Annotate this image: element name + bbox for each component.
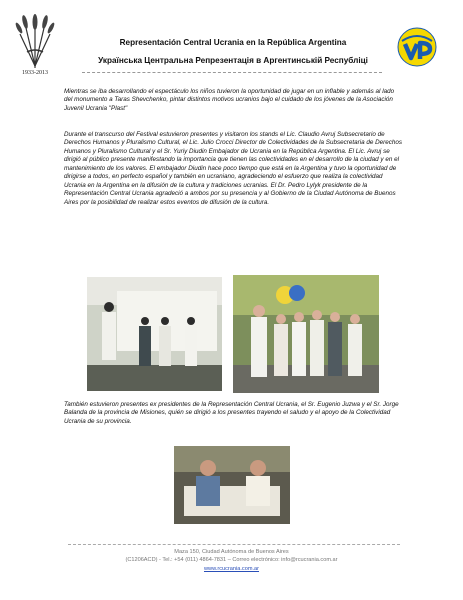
footer-contact: (C1206ACD) - Tel.: +54 (011) 4864-7831 – Correo electrónico: info@rcucrania.com.ar	[125, 557, 338, 563]
photo-seated-guests	[174, 446, 290, 524]
footer-divider	[68, 544, 400, 545]
yellow-blue-circle-logo-icon	[397, 27, 437, 67]
photo-speaker-on-stage	[87, 277, 222, 391]
logo-year-range: 1933-2013	[22, 70, 48, 76]
wheat-bundle-logo-icon	[14, 8, 56, 78]
header-title-ukrainian: Українська Центральна Репрезентація в Аргентинській Республіці	[98, 56, 368, 65]
body-paragraph-3: También estuvieron presentes ex presidentes de la Representación Central Ucrania, el Sr. Eugenio Juzwa y el Sr. Jorge Balanda de la provincia de Misiones, quién se dirigió a los presentes trayendo el saludo y el apoyo de la Colectividad Ucrania de su provincia.	[64, 401, 399, 425]
photo-group-guests	[233, 275, 379, 393]
body-paragraph-1: Mientras se iba desarrollando el espectáculo los niños tuvieron la oportunidad de jugar en un inflable y además al lado del monumento a Taras Shevchenko, pintar distintos motivos ucranios bajo el cuidado de los jóvenes de la Asociación Juvenil Ucrania "Plast"	[64, 88, 395, 112]
header-title-spanish: Representación Central Ucrania en la República Argentina	[119, 38, 347, 47]
footer-website-link[interactable]: www.rcucrania.com.ar	[203, 566, 260, 572]
body-paragraph-2: Durante el transcurso del Festival estuvieron presentes y visitaron los stands el Lic. Claudio Avruj Subsecretario de Derechos Humanos y Pluralismo Cultural, el Lic. Julio Crocci Director de Colectividades de la Subsecretaria de Derechos Humanos y Pluralismo Cultural y el Sr. Yuriy Diudin Embajador de Ucrania en la República Argentina. El Lic. Avruj se dirigió al público presente manifestando la importancia que tienen las colectividades en el desarrollo de la ciudad y en el mantenimiento de los valores. El embajador Diudin hace poco tiempo que está en la Argentina y tuvo la oportunidad de dirigirse a todos, en perfecto español y también en ucraniano, agradeciendo el esfuerzo que realiza la colectividad Ucrania en la Argentina en la difusión de la cultura y tradiciones ucranias. El Dr. Pedro Lylyk presidente de la Representación Central Ucrania agradeció a ambos por su presencia y al Gobierno de la Ciudad Autónoma de Buenos Aires por la posibilidad de realizar estos eventos de difusión de la cultura.	[64, 131, 403, 206]
footer-address: Maza 150, Ciudad Autónoma de Buenos Aires	[174, 549, 289, 555]
header-divider	[82, 72, 382, 73]
